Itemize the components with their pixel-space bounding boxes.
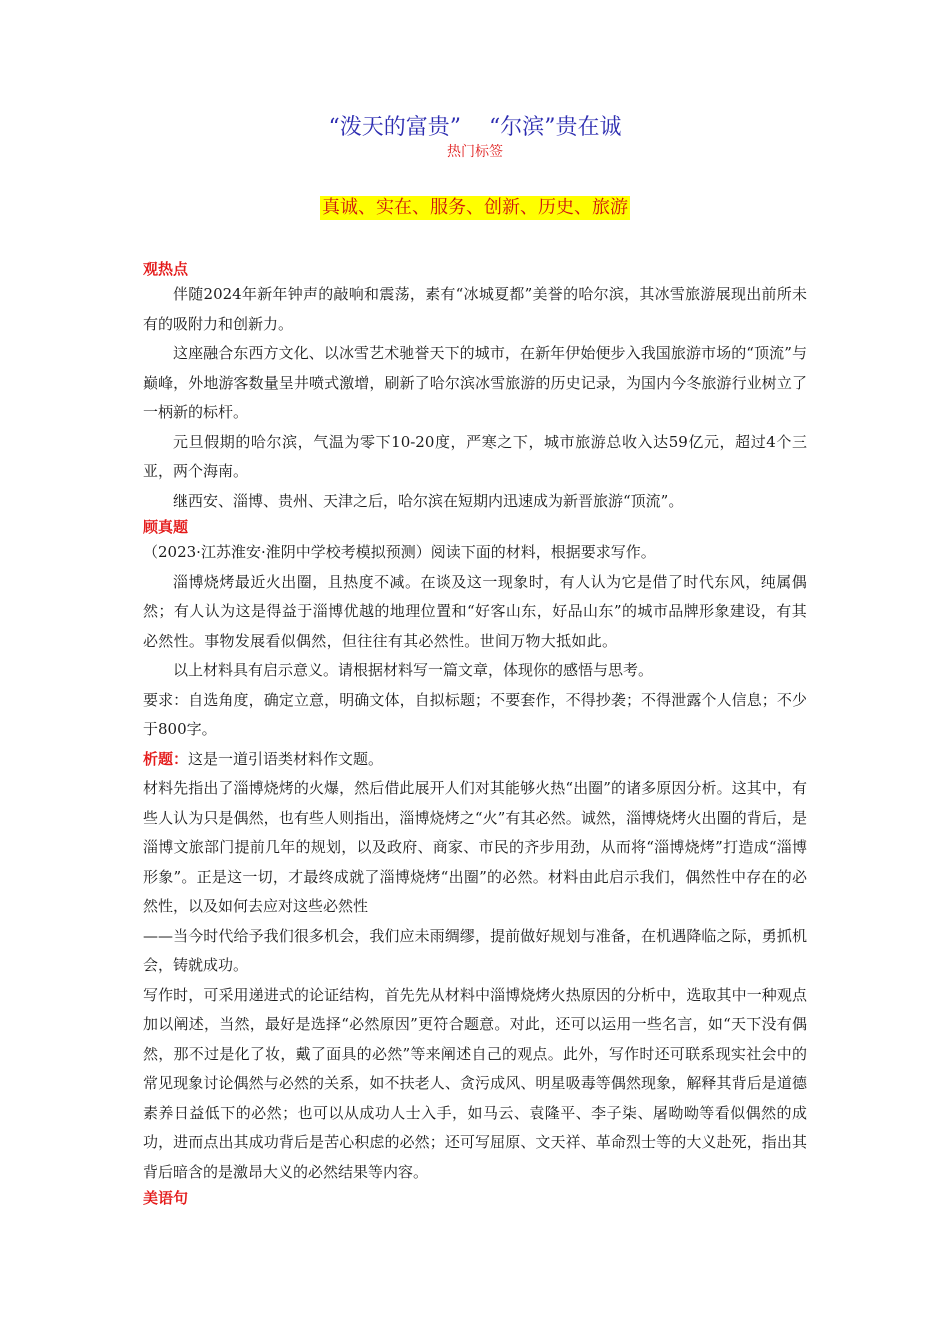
section-heading-hot-view: 观热点	[143, 260, 189, 278]
question-instruction: 以上材料具有启示意义。请根据材料写一篇文章，体现你的感悟与思考。	[173, 661, 654, 679]
paragraph: 这座融合东西方文化、以冰雪艺术驰誉天下的城市，在新年伊始便步入我国旅游市场的“顶流”与巅峰，外地游客数量呈井喷式激增，刷新了哈尔滨冰雪旅游的历史记录，为国内今冬旅游行业树立了一柄新的标杆。	[143, 344, 807, 421]
analysis-paragraph: 写作时，可采用递进式的论证结构，首先先从材料中淄博烧烤火热原因的分析中，选取其中一种观点加以阐述，当然，最好是选择“必然原因”更符合题意。对此，还可以运用一些名言，如“天下没有偶然，那不过是化了妆，戴了面具的必然”等来阐述自己的观点。此外，写作时还可联系现实社会中的常见现象讨论偶然与必然的关系，如不扶老人、贪污成风、明星吸毒等偶然现象，解释其背后是道德素养日益低下的必然；也可以从成功人士入手，如马云、袁隆平、李子柒、屠呦呦等看似偶然的成功，进而点出其成功背后是苦心积虑的必然；还可写屈原、文天祥、革命烈士等的大义赴死，指出其背后暗含的是激昂大义的必然结果等内容。	[143, 985, 807, 1181]
question-requirements: 要求：自选角度，确定立意，明确文体，自拟标题；不要套作，不得抄袭；不得泄露个人信息；不少于800字。	[143, 690, 807, 738]
question-material: 淄博烧烤最近火出圈，且热度不减。在谈及这一现象时，有人认为它是借了时代东风，纯属偶然；有人认为这是得益于淄博优越的地理位置和“好客山东，好品山东”的城市品牌形象建设，有其必然性。事物发展看似偶然，但往往有其必然性。世间万物大抵如此。	[143, 572, 807, 650]
analysis-lead: 这是一道引语类材料作文题。	[188, 749, 384, 768]
section-heading-beautiful-sentences: 美语句	[143, 1189, 189, 1207]
section-heading-real-question: 顾真题	[143, 518, 189, 536]
hot-tags-label: 热门标签	[447, 144, 503, 160]
analysis-paragraph: ——当今时代给予我们很多机会，我们应未雨绸缪，提前做好规划与准备，在机遇降临之际，勇抓机会，铸就成功。	[143, 926, 807, 974]
section-heading-analysis: 析题：	[143, 749, 189, 768]
analysis-paragraph: 材料先指出了淄博烧烤的火爆，然后借此展开人们对其能够火热“出圈”的诸多原因分析。这其中，有些人认为只是偶然，也有些人则指出，淄博烧烤之“火”有其必然。诚然，淄博烧烤火出圈的背后，是淄博文旅部门提前几年的规划，以及政府、商家、市民的齐步用劲，从而将“淄博烧烤”打造成“淄博形象”。正是这一切，才最终成就了淄博烧烤“出圈”的必然。材料由此启示我们，偶然性中存在的必然性，以及如何去应对这些必然性	[143, 779, 807, 915]
document-title: “泼天的富贵” “尔滨”贵在诚	[328, 115, 622, 140]
paragraph: 元旦假期的哈尔滨，气温为零下10-20度，严寒之下，城市旅游总收入达59亿元，超过4个三亚，两个海南。	[143, 432, 807, 480]
paragraph: 伴随2024年新年钟声的敲响和震荡，素有“冰城夏都”美誉的哈尔滨，其冰雪旅游展现出前所未有的吸附力和创新力。	[143, 285, 807, 333]
question-source: （2023·江苏淮安·淮阴中学校考模拟预测）阅读下面的材料，根据要求写作。	[143, 543, 656, 561]
document-body	[143, 258, 807, 1209]
paragraph: 继西安、淄博、贵州、天津之后，哈尔滨在短期内迅速成为新晋旅游“顶流”。	[173, 491, 684, 510]
highlighted-tags: 真诚、实在、服务、创新、历史、旅游	[322, 197, 628, 218]
tags-row	[0, 196, 950, 220]
analysis-lead-line	[143, 745, 807, 775]
